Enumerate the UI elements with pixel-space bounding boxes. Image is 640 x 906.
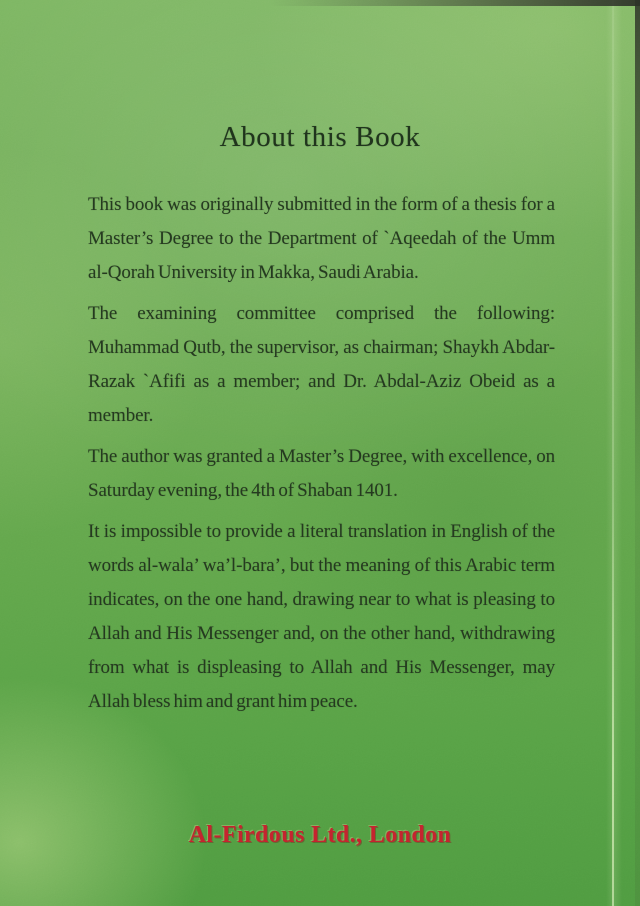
- photo-edge-right: [635, 0, 640, 906]
- photo-edge-top: [0, 0, 640, 6]
- publisher-imprint: Al-Firdous Ltd., London: [188, 822, 452, 848]
- paragraph-degree-granted: The author was granted a Master’s Degree, with excellence, on Saturday evening, the 4th of Shaban 1401.: [88, 446, 555, 501]
- paragraph-translation-note: It is impossible to provide a literal translation in English of the words al-wala’ wa’l-bara’, but the meaning of this Arabic term indicates, on the one hand, drawing near to what is pleasing to Allah and His Messenger and, on the other hand, withdrawing from what is displeasing to Allah and His Messenger, may Allah bless him and grant him peace.: [88, 521, 555, 712]
- cover-sheen-band: [606, 0, 622, 906]
- about-text-block: [88, 188, 555, 726]
- cover-sheen-line: [612, 0, 614, 906]
- paragraph-thesis: This book was originally submitted in the form of a thesis for a Master’s Degree to the Department of `Aqeedah of the Umm al-Qorah University in Makka, Saudi Arabia.: [88, 194, 555, 283]
- paragraph-committee: The examining committee comprised the following: Muhammad Qutb, the supervisor, as chairman; Shaykh Abdar-Razak `Afifi as a member; and Dr. Abdal-Aziz Obeid as a member.: [88, 303, 555, 426]
- page-title: About this Book: [219, 121, 421, 153]
